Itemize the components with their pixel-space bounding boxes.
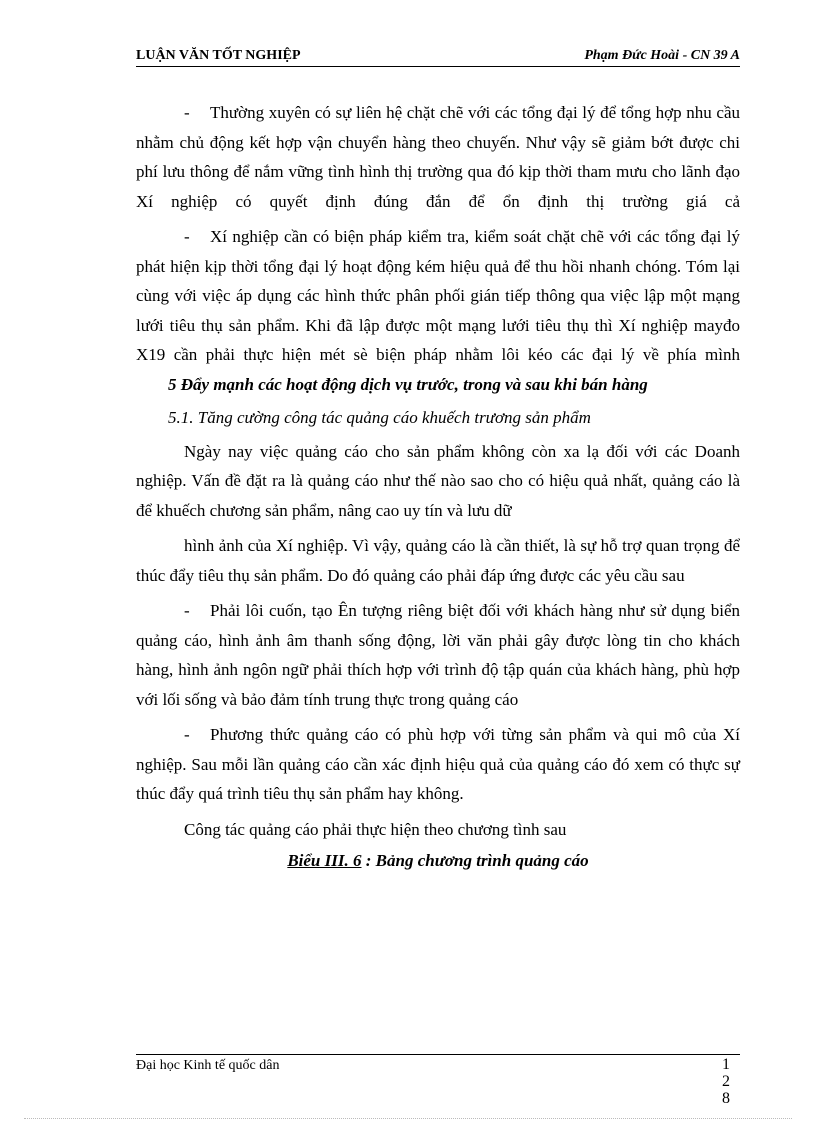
section-heading-5-1: 5.1. Tăng cường công tác quảng cáo khuếch trương sản phẩm [168, 408, 591, 427]
header-author: Phạm Đức Hoài - CN 39 A [584, 48, 740, 63]
paragraph-3b: hình ảnh của Xí nghiệp. Vì vậy, quảng cáo là cần thiết, là sự hỗ trợ quan trọng để thúc đẩy tiêu thụ sản phẩm. Do đó quảng cáo phải đáp ứng được các yêu cầu sau [136, 536, 740, 585]
bullet-dash: - [184, 725, 190, 744]
header-title: LUẬN VĂN TỐT NGHIỆP [136, 48, 301, 63]
page-number [718, 1056, 734, 1107]
page-bottom-border [24, 1118, 792, 1119]
document-body [136, 98, 740, 876]
paragraph-3a: Ngày nay việc quảng cáo cho sản phẩm không còn xa lạ đối với các Doanh nghiệp. Vấn đề đặt ra là quảng cáo như thế nào sao cho có hiệu quả nhất, quảng cáo là để khuếch chương sản phẩm, nâng cao uy tín và lưu dữ [136, 441, 740, 520]
bullet-dash: - [184, 103, 190, 122]
footer-university: Đại học Kinh tế quốc dân [136, 1058, 280, 1073]
page-digit: 8 [722, 1090, 730, 1107]
bullet-dash: - [184, 227, 190, 246]
paragraph-2-text: Xí nghiệp cần có biện pháp kiểm tra, kiểm soát chặt chẽ với các tổng đại lý phát hiện kịp thời tổng đại lý hoạt động kém hiệu quả để thu hồi nhanh chóng. Tóm lại cùng với việc áp dụng các hình thức phân phối gián tiếp thông qua việc lập một mạng lưới tiêu thụ sản phẩm. Khi đã lập được một mạng lưới tiêu thụ thì Xí nghiệp mayđo X19 cần phải thực hiện mét sè biện pháp nhằm lôi kéo các đại lý về phía mình [136, 227, 740, 364]
page-digit: 1 [722, 1056, 730, 1073]
page-header [136, 48, 740, 67]
table-caption [136, 846, 740, 876]
paragraph-1-text: Thường xuyên có sự liên hệ chặt chẽ với các tổng đại lý để tổng hợp nhu cầu nhằm chủ động kết hợp vận chuyển hàng theo chuyến. Như vậy sẽ giảm bớt được chi phí lưu thông để nắm vững tình hình thị trường qua đó kịp thời tham mưu cho lãnh đạo Xí nghiệp có quyết định đúng đắn để ổn định thị trường giá cả [136, 103, 740, 211]
paragraph-4 [136, 596, 740, 714]
paragraph-5 [136, 720, 740, 809]
section-heading-5: 5 Đẩy mạnh các hoạt động dịch vụ trước, trong và sau khi bán hàng [168, 374, 648, 394]
paragraph-1 [136, 98, 740, 216]
paragraph-2 [136, 222, 740, 370]
caption-text: : Bảng chương trình quảng cáo [361, 851, 589, 870]
paragraph-5-text: Phương thức quảng cáo có phù hợp với từng sản phẩm và qui mô của Xí nghiệp. Sau mỗi lần quảng cáo cần xác định hiệu quả của quảng cáo đó xem có thực sự thúc đẩy quá trình tiêu thụ sản phẩm hay không. [136, 725, 740, 803]
paragraph-4-text: Phải lôi cuốn, tạo Ên tượng riêng biệt đối với khách hàng như sử dụng biển quảng cáo, hình ảnh âm thanh sống động, lời văn phải gây được lòng tin cho khách hàng, hình ảnh ngôn ngữ phải thích hợp với trình độ tập quán của khách hàng, phù hợp với lối sống và bảo đảm tính trung thực trong quảng cáo [136, 601, 740, 709]
paragraph-6: Công tác quảng cáo phải thực hiện theo chương tình sau [184, 819, 567, 839]
footer-divider [136, 1054, 740, 1055]
page-digit: 2 [722, 1073, 730, 1090]
caption-label: Biểu III. 6 [287, 851, 362, 870]
bullet-dash: - [184, 601, 190, 620]
